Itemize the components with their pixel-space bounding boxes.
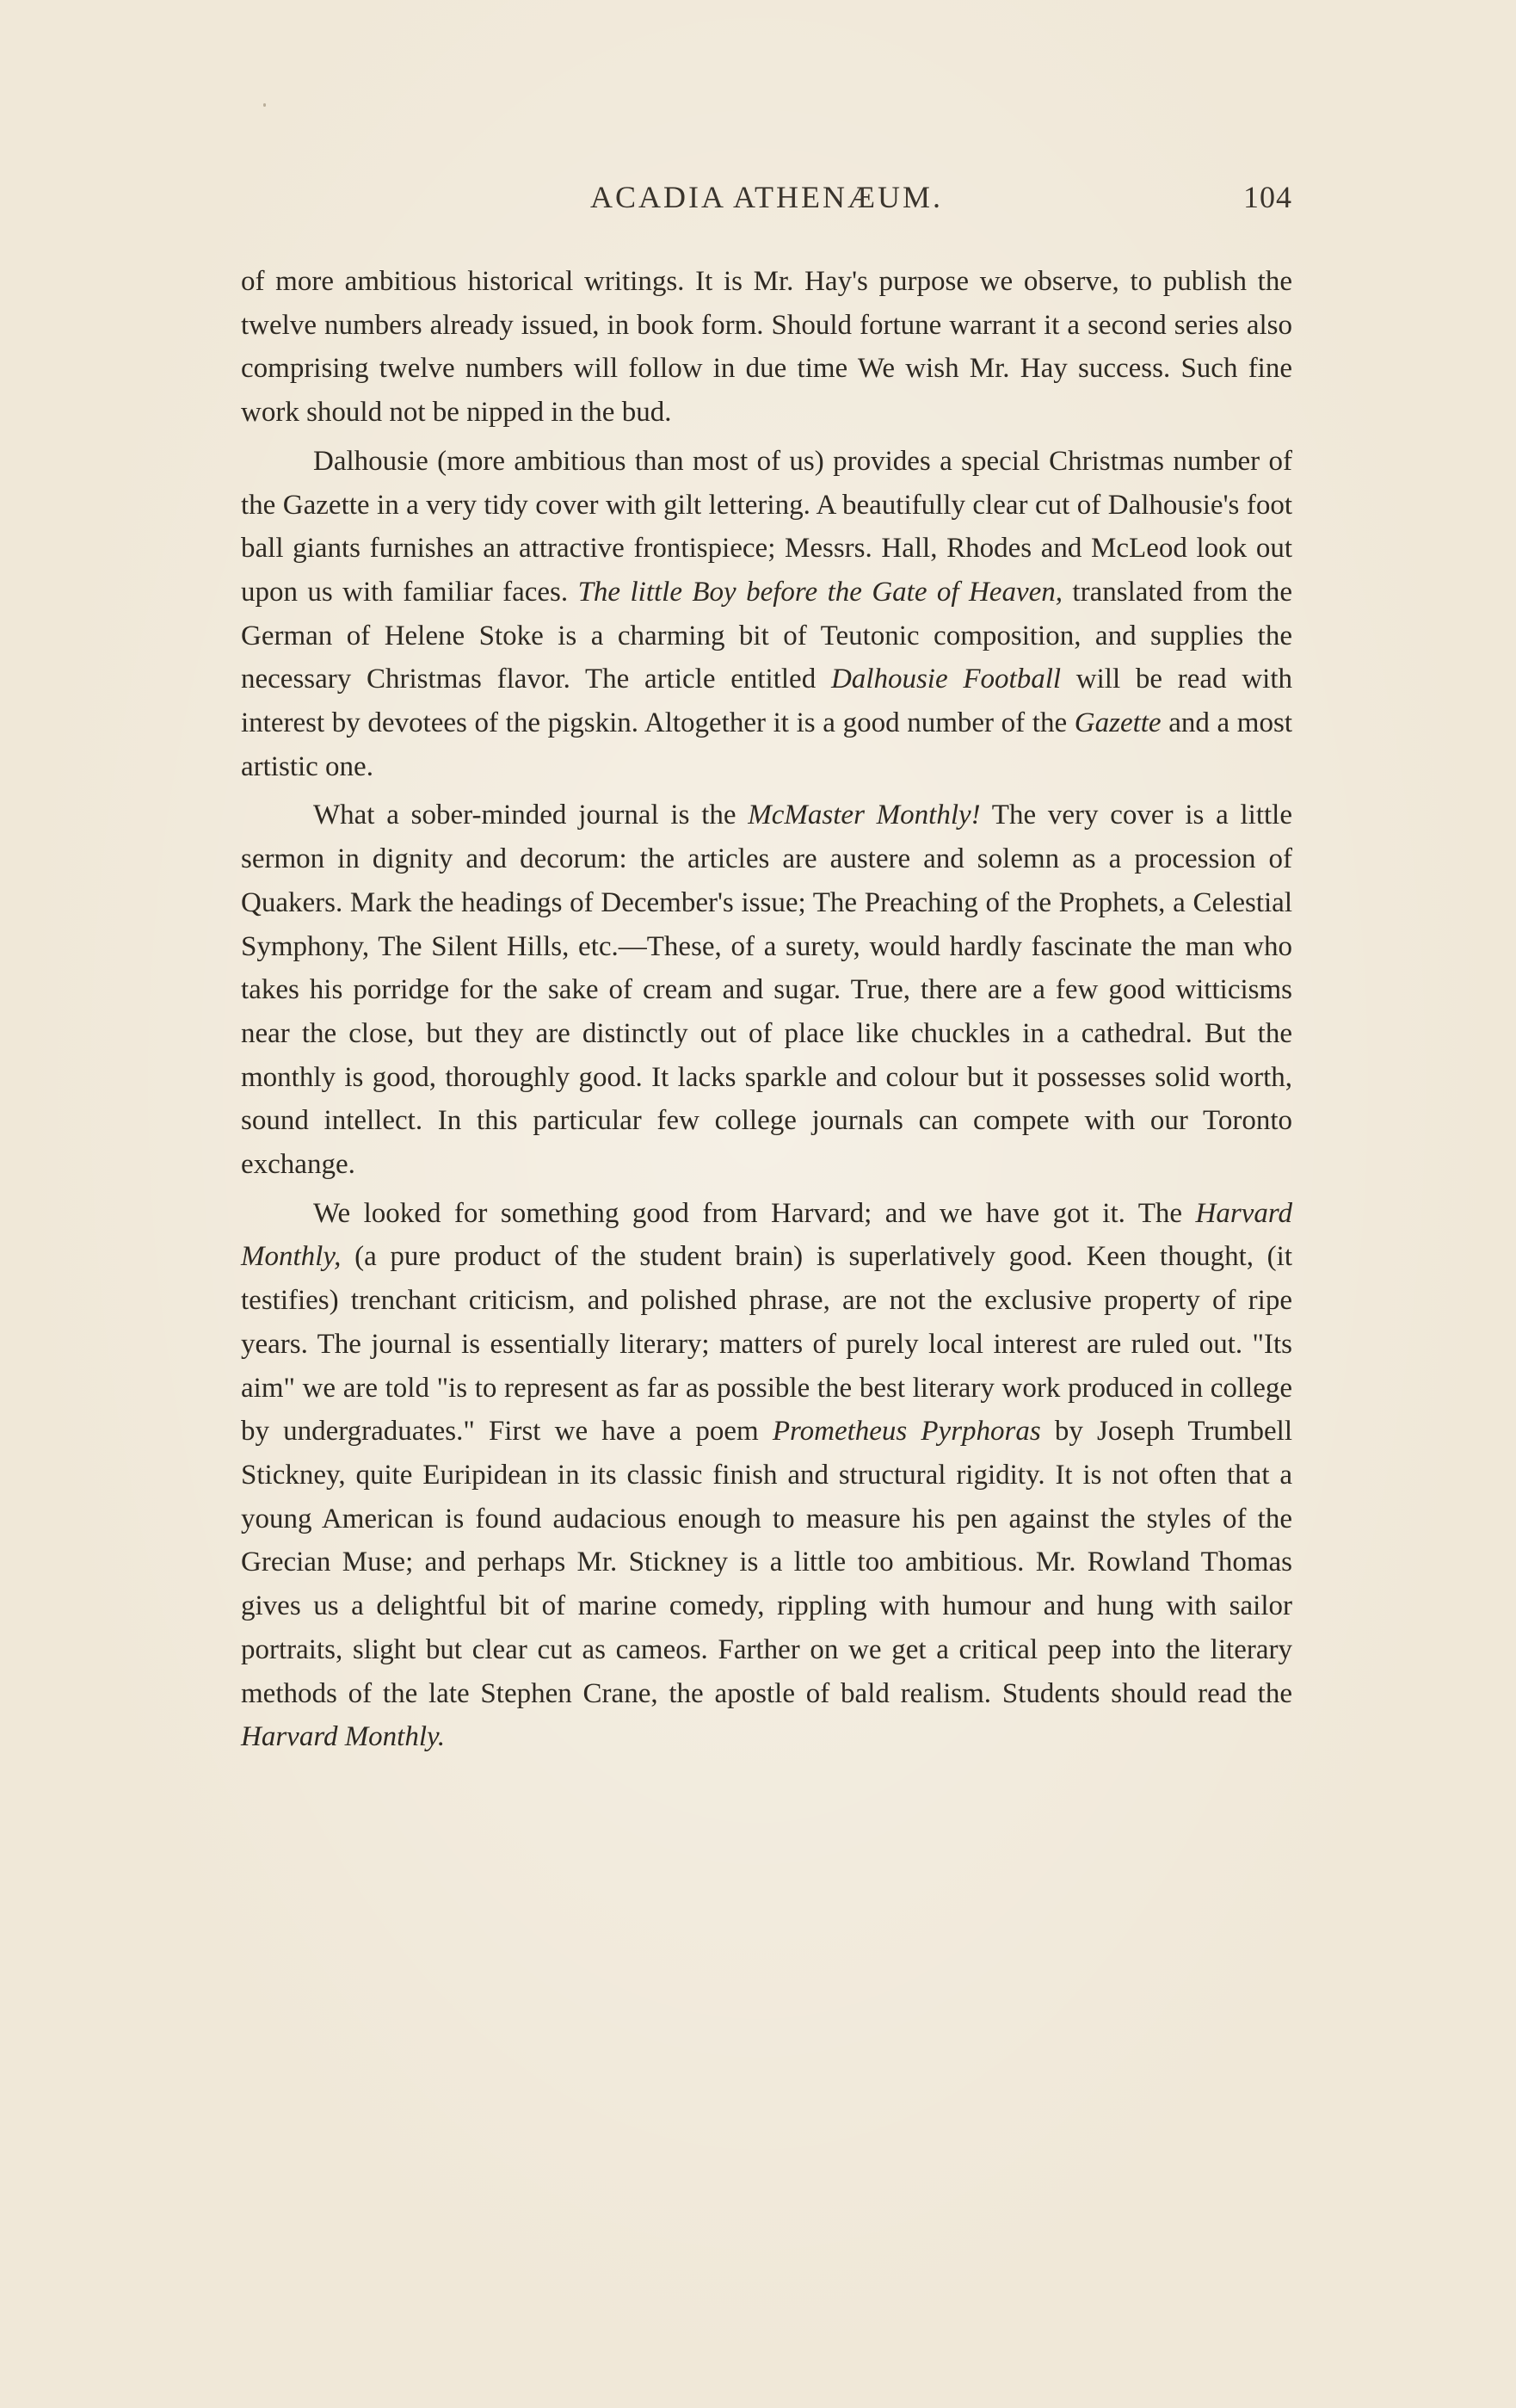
italic-title: McMaster Monthly!	[748, 800, 981, 831]
paragraph-text: and a most artistic one.	[241, 707, 1292, 782]
paragraph-text: The very cover is a little sermon in dignity and decorum: the articles are austere and solemn as a procession of Quakers. Mark the headings of December's issue; The Preaching of the Prophets, a Celestial Symphony, The Silent Hills, etc.—These, of a surety, would hardly fascinate the man who takes his porridge for the sake of cream and sugar. True, there are a few good witticisms near the close, but they are distinctly out of place like chuckles in a cathedral. But the monthly is good, thoroughly good. It lacks sparkle and colour but it possesses solid worth, sound intellect. In this particular few college journals can compete with our Toronto exchange.	[241, 800, 1292, 1181]
paragraph-text: Dalhousie (more ambitious than most of us) provides a special Christmas number of the Gazette in a very tidy cover with gilt lettering. A beautifully clear cut of Dalhousie's foot ball giants furnishes an attractive frontispiece; Messrs. Hall, Rhodes and McLeod look out upon us with familiar faces.	[241, 445, 1292, 608]
page-header	[241, 179, 1292, 222]
running-title: ACADIA ATHENÆUM.	[589, 180, 944, 214]
paragraph-harvard-monthly	[241, 1192, 1292, 1759]
paragraph-text: What a sober-minded journal is the	[313, 800, 749, 831]
paragraph-mcmaster-monthly	[241, 793, 1292, 1186]
italic-title: The little Boy before the Gate of Heaven,	[577, 576, 1063, 608]
paragraph-text: of more ambitious historical writings. It is Mr. Hay's purpose we observe, to publish the twelve numbers already issued, in book form. Should fortune warrant it a second series also comprising twelve numbers will follow in due time We wish Mr. Hay success. Such fine work should not be nipped in the bud.	[241, 266, 1292, 429]
paragraph-hay-continuation	[241, 260, 1292, 435]
paragraph-dalhousie-gazette	[241, 440, 1292, 789]
page-number: 104	[1243, 180, 1292, 214]
italic-title: Harvard Monthly,	[241, 1197, 1292, 1273]
italic-title: Harvard Monthly.	[241, 1721, 446, 1753]
italic-title: Dalhousie Football	[830, 664, 1062, 695]
paragraph-text: translated from the German of Helene Stoke is a charming bit of Teutonic composition, and supplies the necessary Christmas flavor. The article entitled	[241, 576, 1292, 695]
paragraph-text: We looked for something good from Harvard; and we have got it. The	[313, 1197, 1196, 1229]
paragraph-text: by Joseph Trumbell Stickney, quite Euripidean in its classic finish and structural rigidity. It is not often that a young American is found audacious enough to measure his pen against the styles of the Grecian Muse; and perhaps Mr. Stickney is a little too ambitious. Mr. Rowland Thomas gives us a delightful bit of marine comedy, rippling with humour and hung with sailor portraits, slight but clear cut as cameos. Farther on we get a critical peep into the literary methods of the late Stephen Crane, the apostle of bald realism. Students should read the	[241, 1416, 1292, 1709]
paper-speck	[263, 103, 266, 107]
article-body	[241, 260, 1292, 1764]
paragraph-text: will be read with interest by devotees of the pigskin. Altogether it is a good number of the	[241, 664, 1292, 739]
italic-title: Prometheus Pyrphoras	[772, 1416, 1041, 1448]
paragraph-text: (a pure product of the student brain) is superlatively good. Keen thought, (it testifies) trenchant criticism, and polished phrase, are not the exclusive property of ripe years. The journal is essentially literary; matters of purely local interest are ruled out. "Its aim" we are told "is to represent as far as possible the best literary work produced in college by undergraduates." First we have a poem	[241, 1241, 1292, 1448]
italic-title: Gazette	[1074, 707, 1162, 739]
